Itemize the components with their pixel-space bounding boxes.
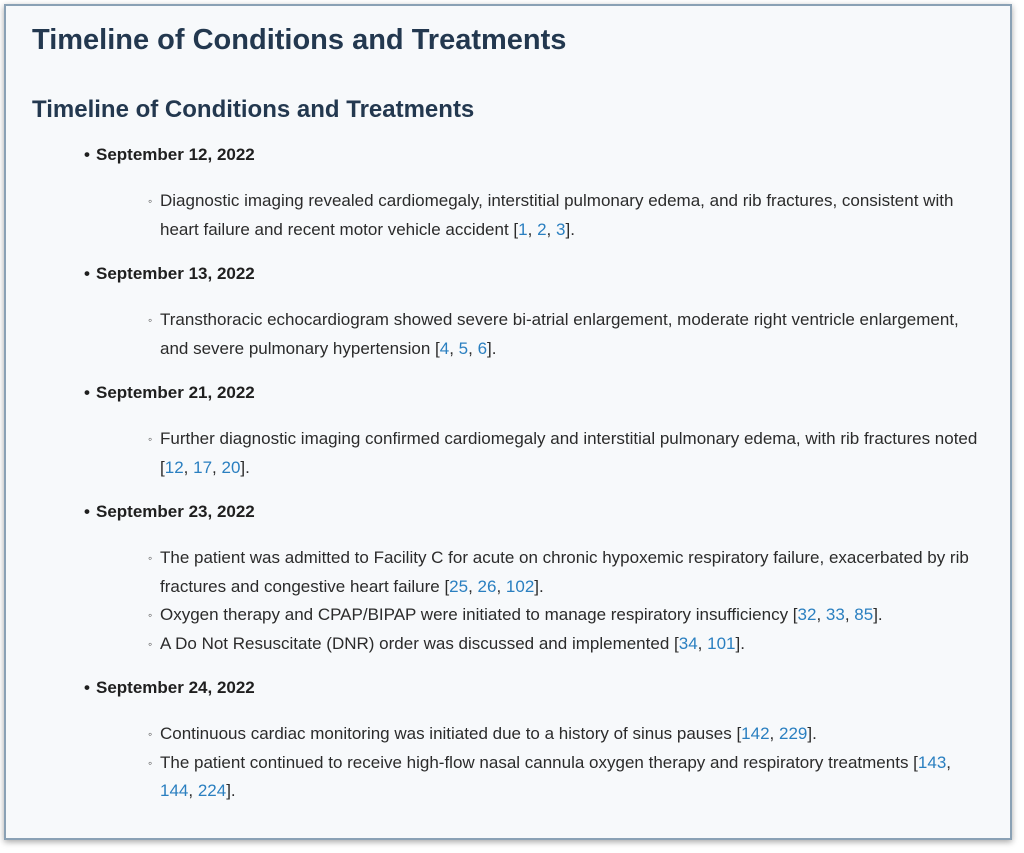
list-item: ◦ Transthoracic echocardiogram showed severe bi-atrial enlargement, moderate right ventricle enlargement, and severe pulmonary hypertension [4, 5, 6].: [84, 306, 984, 363]
reference-link[interactable]: 12: [164, 457, 184, 477]
item-text: Continuous cardiac monitoring was initiated due to a history of sinus pauses: [160, 724, 732, 743]
reference-link[interactable]: 144: [160, 781, 189, 800]
item-text: Further diagnostic imaging confirmed cardiomegaly and interstitial pulmonary edema, with rib fractures noted: [160, 429, 978, 448]
reference-link[interactable]: 25: [449, 576, 469, 596]
date-label: September 12, 2022: [96, 145, 255, 164]
reference-link[interactable]: 33: [825, 605, 845, 624]
reference-link[interactable]: 101: [707, 633, 736, 653]
item-text: The patient was admitted to Facility C for acute on chronic hypoxemic respiratory failure, exacerbated by rib fractures and congestive heart failure: [160, 548, 969, 596]
reference-link[interactable]: 2: [537, 219, 547, 239]
reference-link[interactable]: 229: [779, 724, 808, 743]
list-item: ◦ Oxygen therapy and CPAP/BIPAP were initiated to manage respiratory insufficiency [32, 33, 85].: [84, 601, 984, 630]
circle-bullet-icon: ◦: [148, 727, 153, 741]
reference-link[interactable]: 4: [439, 338, 450, 358]
timeline-date: [84, 260, 984, 288]
reference-link[interactable]: 26: [477, 576, 497, 596]
document-frame: [4, 4, 1012, 840]
item-text: Diagnostic imaging revealed cardiomegaly, interstitial pulmonary edema, and rib fractures, consistent with heart failure and recent motor vehicle accident: [160, 191, 954, 239]
date-label: September 23, 2022: [96, 502, 255, 521]
timeline-list: [84, 141, 984, 822]
date-label: September 24, 2022: [96, 678, 255, 697]
section-heading: Timeline of Conditions and Treatments: [32, 96, 475, 123]
item-text: Oxygen therapy and CPAP/BIPAP were initiated to manage respiratory insufficiency: [160, 605, 789, 624]
timeline-items: [84, 425, 984, 482]
timeline-date: [84, 674, 984, 702]
reference-link[interactable]: 85: [854, 605, 874, 624]
reference-link[interactable]: 17: [193, 457, 213, 477]
reference-link[interactable]: 34: [678, 633, 698, 653]
item-text: Transthoracic echocardiogram showed severe bi-atrial enlargement, moderate right ventricle enlargement, and severe pulmonary hypertension: [160, 310, 959, 358]
bullet-icon: •: [84, 383, 90, 402]
circle-bullet-icon: ◦: [148, 608, 153, 622]
timeline-items: [84, 720, 984, 806]
bullet-icon: •: [84, 145, 90, 164]
circle-bullet-icon: ◦: [148, 313, 153, 327]
date-label: September 13, 2022: [96, 264, 255, 283]
date-label: September 21, 2022: [96, 383, 255, 402]
timeline-entry: [84, 260, 984, 363]
page-title: Timeline of Conditions and Treatments: [32, 24, 567, 56]
timeline-items: [84, 187, 984, 244]
reference-link[interactable]: 32: [797, 605, 817, 624]
reference-link[interactable]: 5: [458, 338, 469, 358]
list-item: ◦ The patient was admitted to Facility C for acute on chronic hypoxemic respiratory failure, exacerbated by rib fractures and congestive heart failure [25, 26, 102].: [84, 544, 984, 601]
timeline-date: [84, 498, 984, 526]
list-item: ◦ A Do Not Resuscitate (DNR) order was discussed and implemented [34, 101].: [84, 630, 984, 659]
circle-bullet-icon: ◦: [148, 432, 153, 446]
item-text: The patient continued to receive high-flow nasal cannula oxygen therapy and respiratory treatments: [160, 752, 909, 772]
reference-link[interactable]: 20: [221, 457, 241, 477]
bullet-icon: •: [84, 264, 90, 283]
timeline-entry: [84, 141, 984, 244]
reference-link[interactable]: 142: [741, 724, 770, 743]
reference-link[interactable]: 143: [917, 752, 947, 772]
timeline-date: [84, 141, 984, 169]
circle-bullet-icon: ◦: [148, 551, 153, 565]
reference-link[interactable]: 3: [556, 219, 566, 239]
reference-link[interactable]: 224: [197, 781, 227, 800]
circle-bullet-icon: ◦: [148, 755, 153, 770]
timeline-entry: [84, 379, 984, 482]
bullet-icon: •: [84, 502, 90, 521]
list-item: ◦ Diagnostic imaging revealed cardiomegaly, interstitial pulmonary edema, and rib fractures, consistent with heart failure and recent motor vehicle accident [1, 2, 3].: [84, 187, 984, 244]
item-text: A Do Not Resuscitate (DNR) order was discussed and implemented: [160, 633, 670, 653]
reference-link[interactable]: 6: [477, 338, 488, 358]
reference-link[interactable]: 1: [518, 219, 528, 239]
bullet-icon: •: [84, 678, 90, 697]
circle-bullet-icon: ◦: [148, 194, 153, 208]
timeline-entry: [84, 498, 984, 658]
circle-bullet-icon: ◦: [148, 636, 153, 651]
reference-link[interactable]: 102: [505, 576, 535, 596]
timeline-entry: [84, 674, 984, 806]
list-item: ◦ Continuous cardiac monitoring was initiated due to a history of sinus pauses [142, 229].: [84, 720, 984, 749]
list-item: ◦ The patient continued to receive high-flow nasal cannula oxygen therapy and respiratory treatments [143, 144, 224].: [84, 749, 984, 806]
timeline-items: [84, 306, 984, 363]
timeline-date: [84, 379, 984, 407]
timeline-items: [84, 544, 984, 658]
list-item: ◦ Further diagnostic imaging confirmed cardiomegaly and interstitial pulmonary edema, with rib fractures noted [12, 17, 20].: [84, 425, 984, 482]
